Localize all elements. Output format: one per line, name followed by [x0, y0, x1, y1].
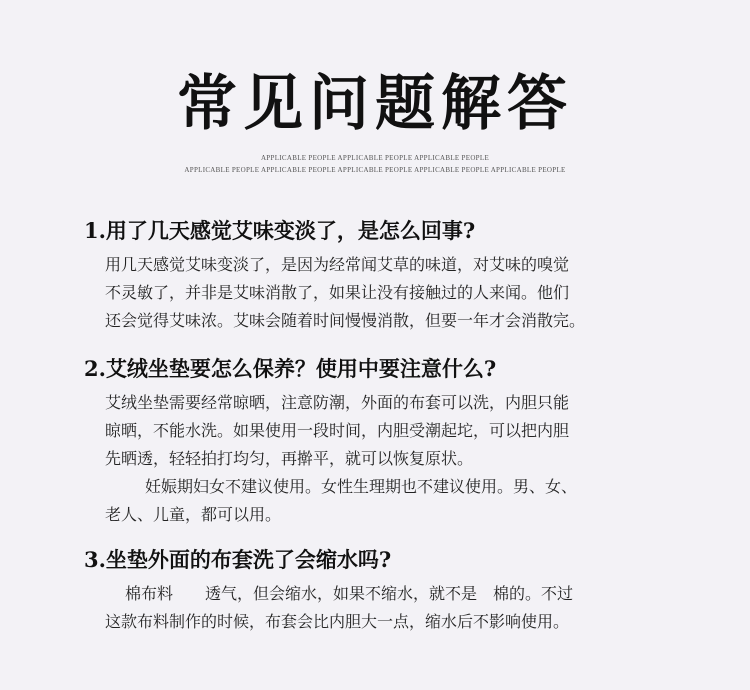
faq-answer-2-line-1: 艾绒坐垫需要经常晾晒，注意防潮，外面的布套可以洗，内胆只能	[105, 393, 570, 412]
faq-answer-1-line-2: 不灵敏了，并非是艾味消散了，如果让没有接触过的人来闻。他们	[105, 283, 570, 302]
faq-answer-2-line-2: 晾晒，不能水洗。如果使用一段时间，内胆受潮起坨，可以把内胆	[105, 421, 570, 440]
faq-answer-3	[105, 580, 685, 636]
faq-answer-2	[105, 389, 685, 529]
faq-question-2: 2.艾绒坐垫要怎么保养？使用中要注意什么?	[84, 356, 497, 381]
subtitle-line-1: APPLICABLE PEOPLE APPLICABLE PEOPLE APPLICABLE PEOPLE	[260, 154, 490, 162]
faq-answer-1	[105, 251, 685, 335]
faq-question-3: 3.坐垫外面的布套洗了会缩水吗?	[84, 547, 392, 572]
page-title: 常见问题解答	[177, 69, 573, 139]
faq-answer-3-line-2: 这款布料制作的时候，布套会比内胆大一点，缩水后不影响使用。	[105, 612, 570, 631]
subtitle-line-2: APPLICABLE PEOPLE APPLICABLE PEOPLE APPLICABLE PEOPLE APPLICABLE PEOPLE APPLICABLE PEOPLE	[184, 166, 566, 174]
faq-answer-1-line-3: 还会觉得艾味浓。艾味会随着时间慢慢消散，但要一年才会消散完。	[105, 311, 586, 330]
faq-answer-1-line-1: 用几天感觉艾味变淡了，是因为经常闻艾草的味道，对艾味的嗅觉	[105, 255, 570, 274]
faq-answer-2-line-5: 老人、儿童，都可以用。	[105, 505, 282, 524]
faq-answer-3-line-1: 棉布料 透气，但会缩水，如果不缩水，就不是 棉的。不过	[125, 584, 574, 603]
faq-answer-2-line-4: 妊娠期妇女不建议使用。女性生理期也不建议使用。男、女、	[145, 477, 578, 496]
faq-answer-2-line-3: 先晒透，轻轻拍打均匀，再擀平，就可以恢复原状。	[105, 449, 474, 468]
faq-question-1: 1.用了几天感觉艾味变淡了，是怎么回事?	[84, 218, 476, 243]
